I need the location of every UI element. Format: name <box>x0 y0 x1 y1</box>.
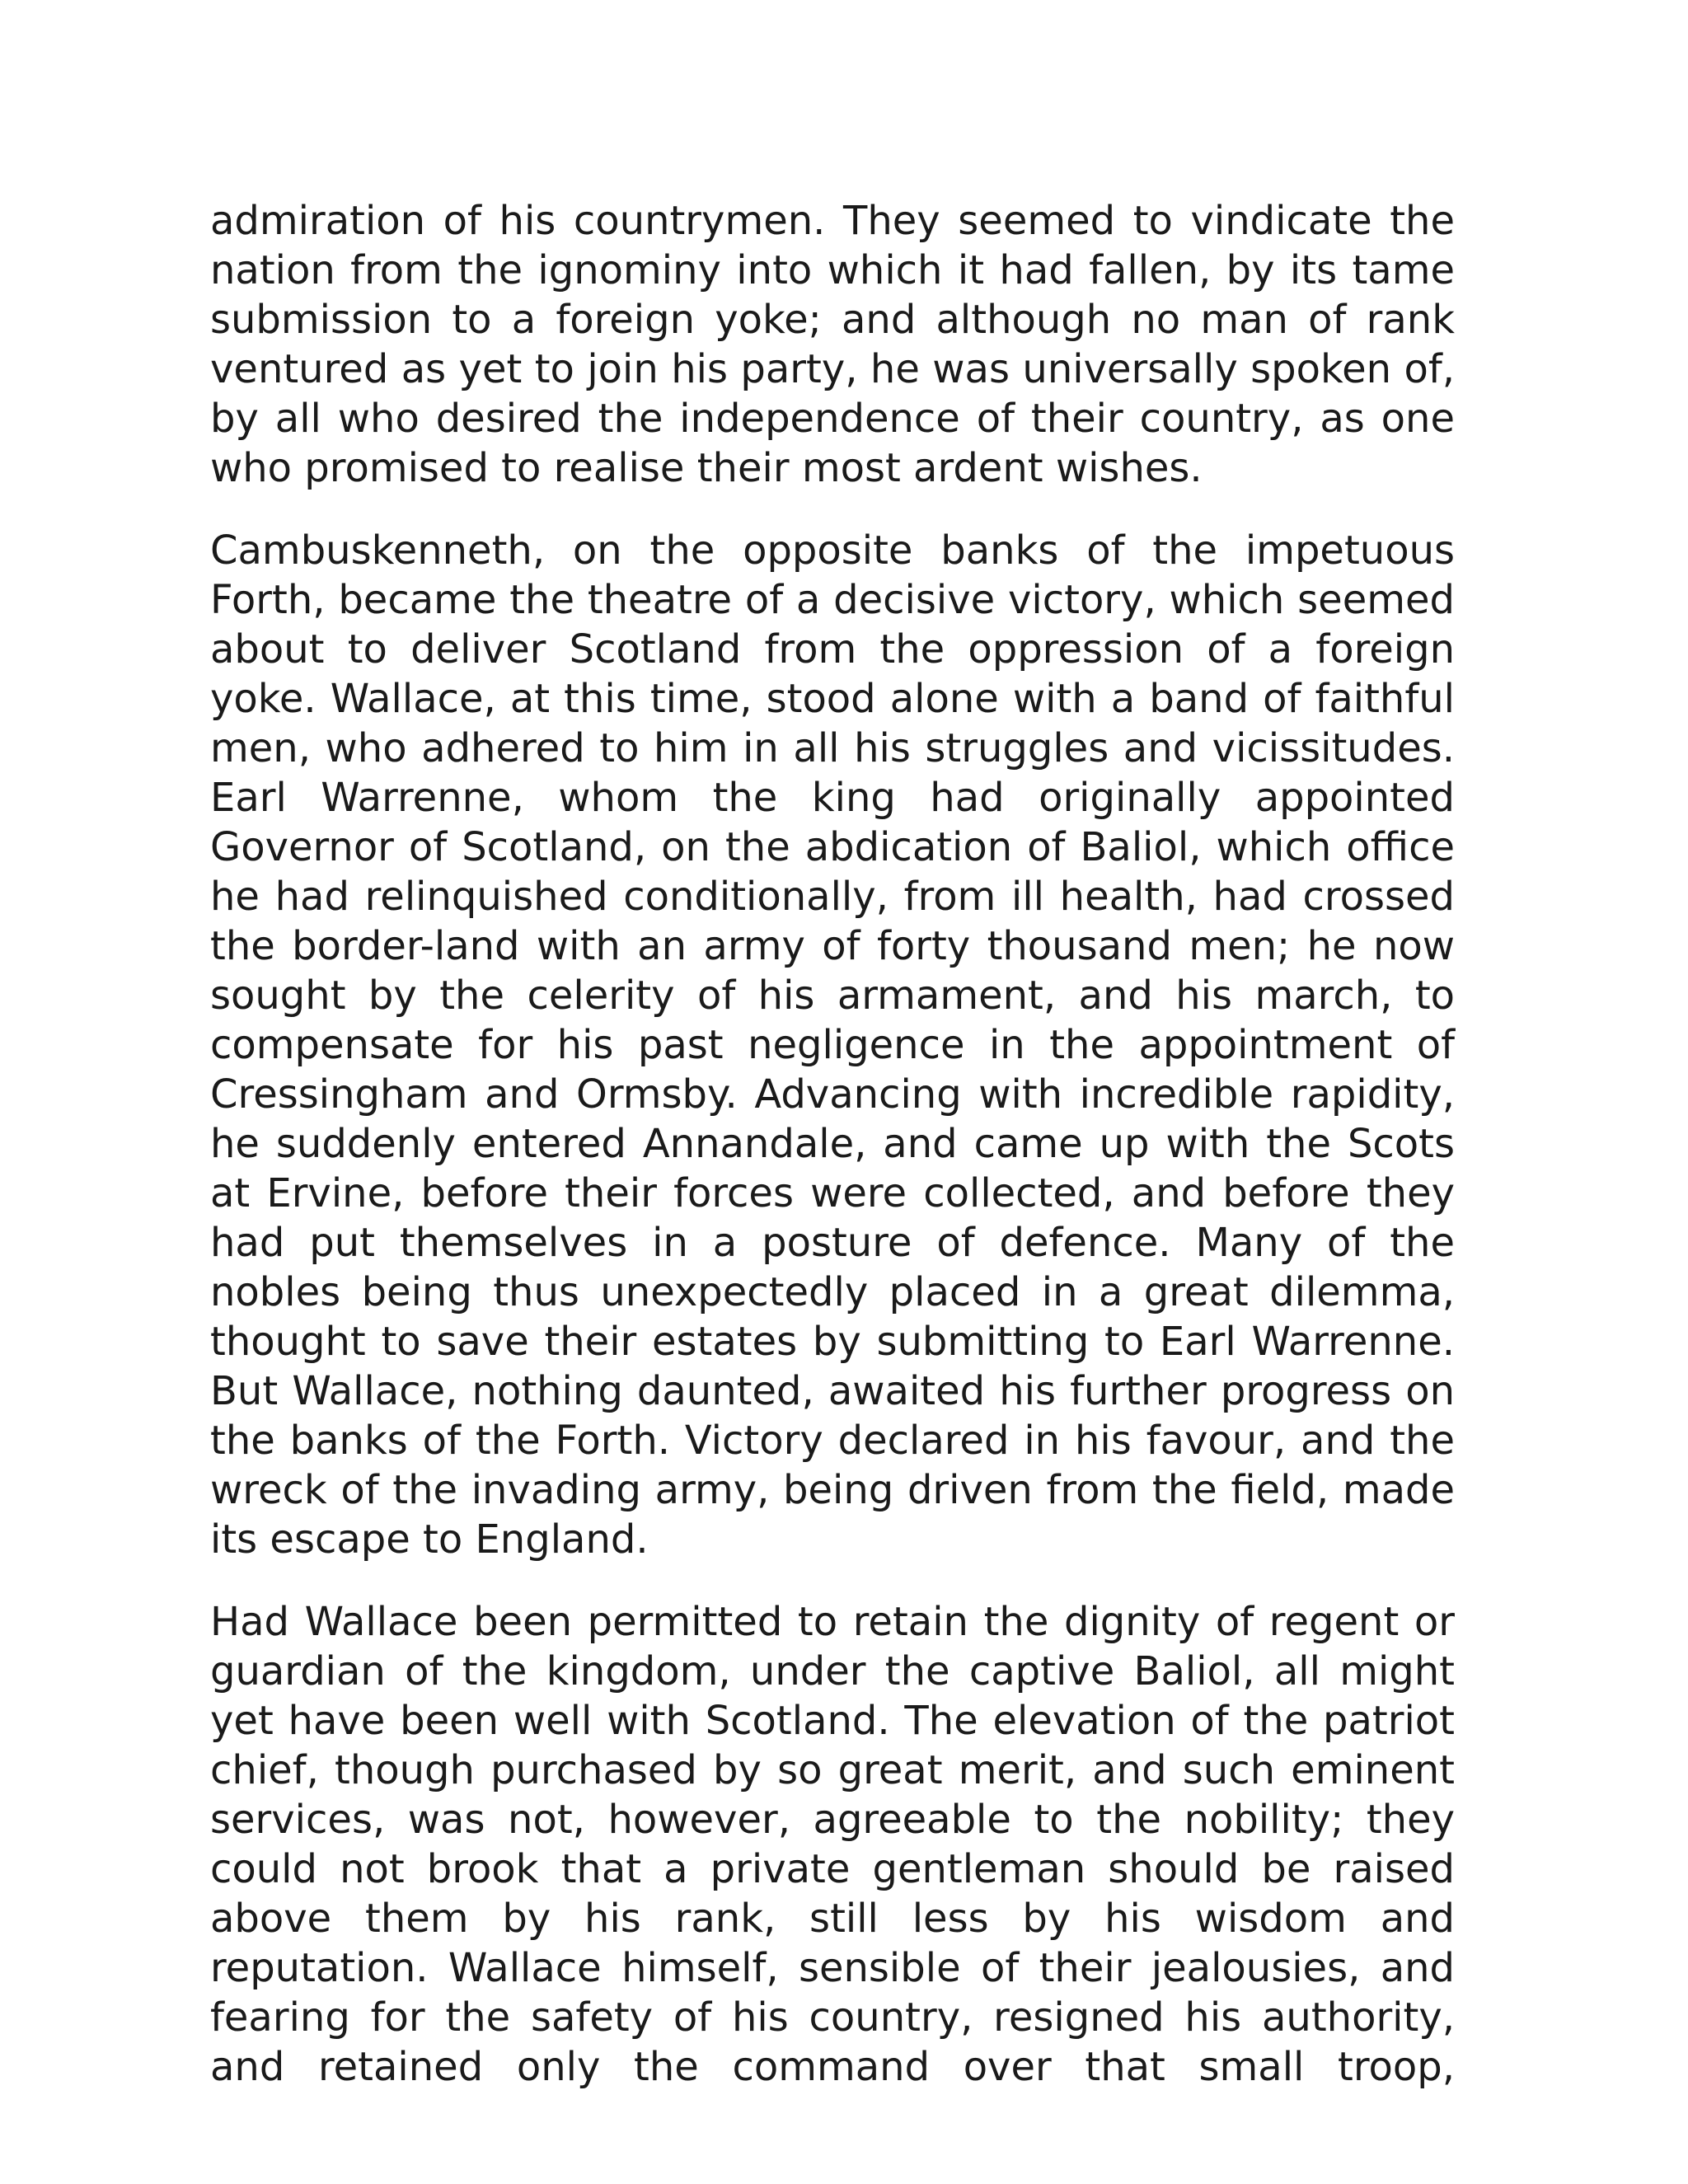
page-body <box>210 196 1455 2092</box>
paragraph-1: admiration of his countrymen. They seemed to vindicate the nation from the ignominy into which it had fallen, by its tame submission to a foreign yoke; and although no man of rank ventured as yet to join his party, he was universally spoken of, by all who desired the independence of their country, as one who promised to realise their most ardent wishes. <box>210 198 1455 491</box>
paragraph-3: Had Wallace been permitted to retain the dignity of regent or guardian of the kingdom, under the captive Baliol, all might yet have been well with Scotland. The elevation of the patriot chief, though purchased by so great merit, and such eminent services, was not, however, agreeable to the nobility; they could not brook that a private gentleman should be raised above them by his rank, still less by his wisdom and reputation. Wallace himself, sensible of their jealousies, and fearing for the safety of his country, resigned his authority, and retained only the command over that small troop, <box>210 1599 1455 2090</box>
paragraph-2: Cambuskenneth, on the opposite banks of the impetuous Forth, became the theatre of a decisive victory, which seemed about to deliver Scotland from the oppression of a foreign yoke. Wallace, at this time, stood alone with a band of faithful men, who adhered to him in all his struggles and vicissitudes. Earl Warrenne, whom the king had originally appointed Governor of Scotland, on the abdication of Baliol, which office he had relinquished conditionally, from ill health, had crossed the border-land with an army of forty thousand men; he now sought by the celerity of his armament, and his march, to compensate for his past negligence in the appointment of Cressingham and Ormsby. Advancing with incredible rapidity, he suddenly entered Annandale, and came up with the Scots at Ervine, before their forces were collected, and before they had put themselves in a posture of defence. Many of the nobles being thus unexpectedly placed in a great dilemma, thought to save their estates by submitting to Earl Warrenne. But Wallace, nothing daunted, awaited his further progress on the banks of the Forth. Victory declared in his favour, and the wreck of the invading army, being driven from the field, made its escape to England. <box>210 527 1455 1563</box>
